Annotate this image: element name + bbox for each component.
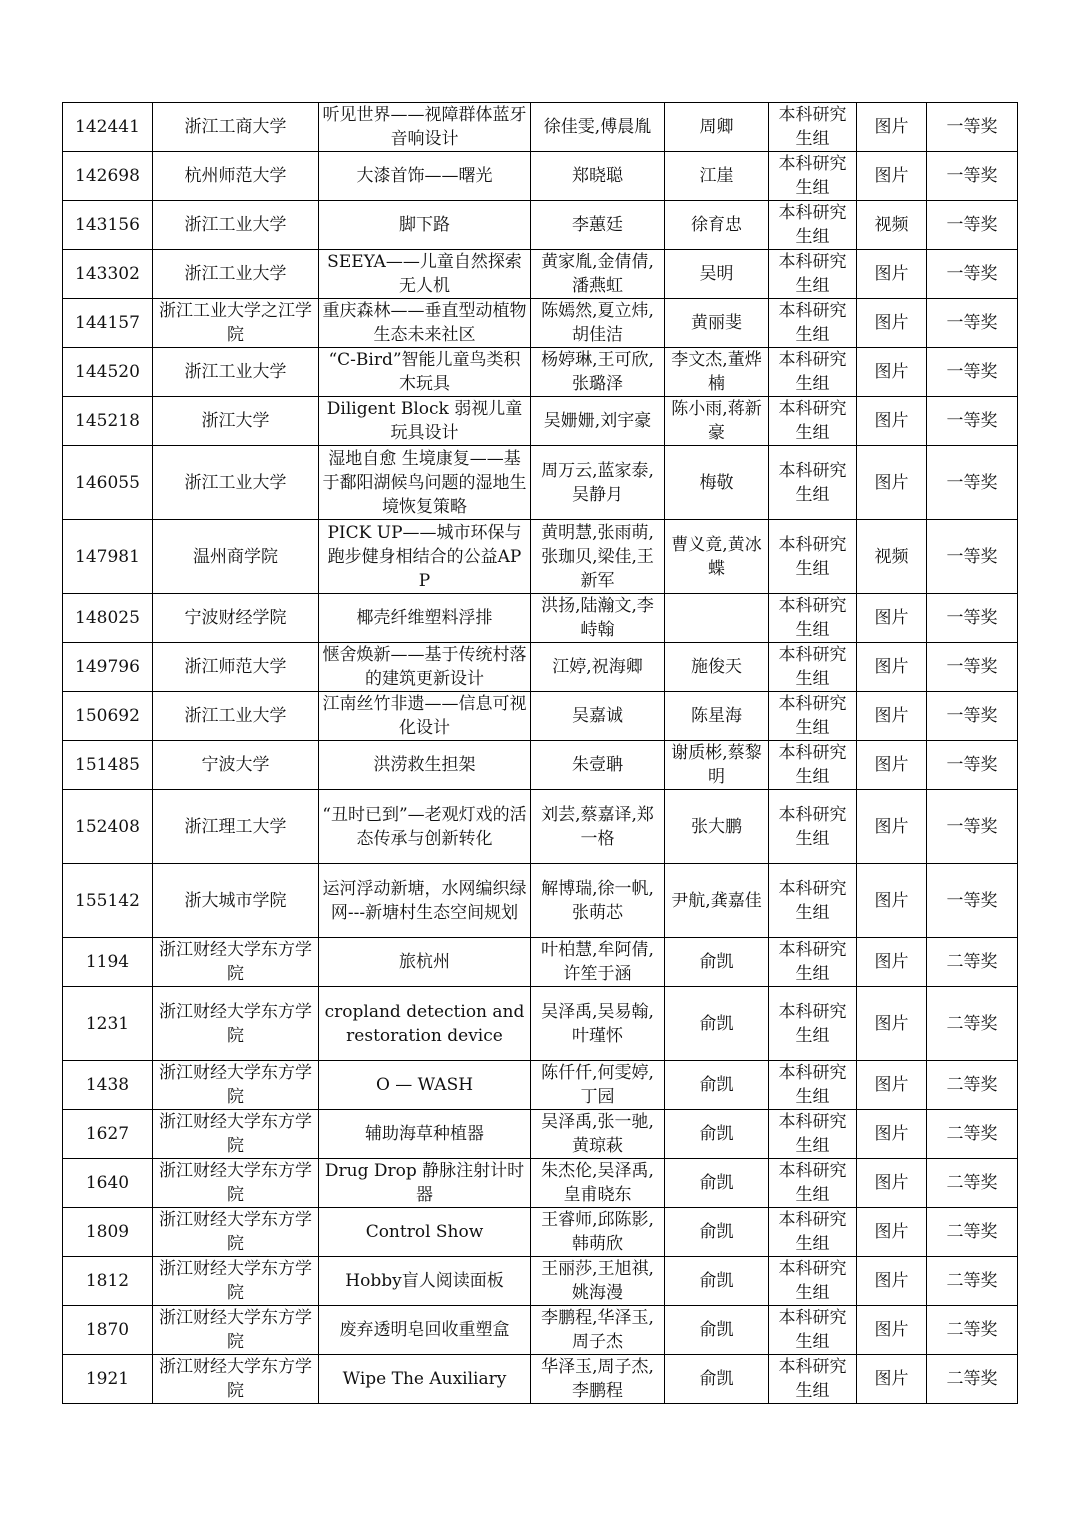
row-type: 图片 xyxy=(857,1159,927,1208)
row-school: 浙江工业大学 xyxy=(153,348,319,397)
table-row xyxy=(63,1257,1018,1306)
row-advisor: 黄丽斐 xyxy=(665,299,769,348)
row-title: 湿地自愈 生境康复——基于鄱阳湖候鸟问题的湿地生境恢复策略 xyxy=(319,446,531,520)
row-type: 图片 xyxy=(857,938,927,987)
row-authors: 黄明慧,张雨萌,张珈贝,梁佳,王新军 xyxy=(531,520,665,594)
row-id: 1921 xyxy=(63,1355,153,1404)
row-title: PICK UP——城市环保与跑步健身相结合的公益APP xyxy=(319,520,531,594)
row-authors: 吴姗姗,刘宇豪 xyxy=(531,397,665,446)
row-award: 一等奖 xyxy=(927,201,1018,250)
row-id: 1194 xyxy=(63,938,153,987)
row-advisor xyxy=(665,594,769,643)
row-advisor: 梅敬 xyxy=(665,446,769,520)
row-group: 本科研究生组 xyxy=(769,152,857,201)
row-title: SEEYA——儿童自然探索无人机 xyxy=(319,250,531,299)
row-award: 一等奖 xyxy=(927,446,1018,520)
row-title: 听见世界——视障群体蓝牙音响设计 xyxy=(319,103,531,152)
row-advisor: 俞凯 xyxy=(665,1257,769,1306)
table-row xyxy=(63,1110,1018,1159)
row-school: 浙江财经大学东方学院 xyxy=(153,938,319,987)
row-type: 图片 xyxy=(857,643,927,692)
row-advisor: 江崖 xyxy=(665,152,769,201)
row-type: 图片 xyxy=(857,397,927,446)
row-group: 本科研究生组 xyxy=(769,103,857,152)
table-row xyxy=(63,397,1018,446)
row-title: 洪涝救生担架 xyxy=(319,741,531,790)
row-group: 本科研究生组 xyxy=(769,790,857,864)
row-id: 150692 xyxy=(63,692,153,741)
row-authors: 吴泽禹,张一驰,黄琼萩 xyxy=(531,1110,665,1159)
row-type: 图片 xyxy=(857,741,927,790)
row-advisor: 尹航,龚嘉佳 xyxy=(665,864,769,938)
row-authors: 刘芸,蔡嘉译,郑一格 xyxy=(531,790,665,864)
row-authors: 华泽玉,周子杰,李鹏程 xyxy=(531,1355,665,1404)
table-body xyxy=(63,103,1018,1404)
row-id: 145218 xyxy=(63,397,153,446)
row-id: 1438 xyxy=(63,1061,153,1110)
row-title: 旅杭州 xyxy=(319,938,531,987)
row-award: 一等奖 xyxy=(927,250,1018,299)
row-type: 图片 xyxy=(857,1257,927,1306)
row-school: 浙江财经大学东方学院 xyxy=(153,1061,319,1110)
row-advisor: 俞凯 xyxy=(665,938,769,987)
row-advisor: 俞凯 xyxy=(665,1355,769,1404)
row-advisor: 俞凯 xyxy=(665,1159,769,1208)
table-row xyxy=(63,864,1018,938)
row-school: 浙江财经大学东方学院 xyxy=(153,1257,319,1306)
row-group: 本科研究生组 xyxy=(769,741,857,790)
row-type: 图片 xyxy=(857,864,927,938)
row-school: 浙江工业大学 xyxy=(153,250,319,299)
row-advisor: 李文杰,董烨楠 xyxy=(665,348,769,397)
row-award: 二等奖 xyxy=(927,1208,1018,1257)
row-type: 图片 xyxy=(857,1110,927,1159)
row-award: 二等奖 xyxy=(927,938,1018,987)
table-row xyxy=(63,348,1018,397)
row-title: 辅助海草种植器 xyxy=(319,1110,531,1159)
row-id: 1809 xyxy=(63,1208,153,1257)
row-authors: 郑晓聪 xyxy=(531,152,665,201)
row-type: 图片 xyxy=(857,299,927,348)
row-title: Control Show xyxy=(319,1208,531,1257)
row-title: 脚下路 xyxy=(319,201,531,250)
row-award: 一等奖 xyxy=(927,741,1018,790)
row-school: 浙江师范大学 xyxy=(153,643,319,692)
row-id: 147981 xyxy=(63,520,153,594)
row-id: 144157 xyxy=(63,299,153,348)
row-group: 本科研究生组 xyxy=(769,1110,857,1159)
row-advisor: 陈小雨,蒋新豪 xyxy=(665,397,769,446)
row-award: 一等奖 xyxy=(927,864,1018,938)
row-title: O — WASH xyxy=(319,1061,531,1110)
row-advisor: 俞凯 xyxy=(665,1306,769,1355)
row-authors: 杨婷琳,王可欣,张璐泽 xyxy=(531,348,665,397)
row-authors: 黄家胤,金倩倩,潘燕虹 xyxy=(531,250,665,299)
table-row xyxy=(63,692,1018,741)
row-id: 1231 xyxy=(63,987,153,1061)
row-type: 图片 xyxy=(857,446,927,520)
row-school: 浙江工业大学之江学院 xyxy=(153,299,319,348)
row-group: 本科研究生组 xyxy=(769,520,857,594)
row-group: 本科研究生组 xyxy=(769,938,857,987)
row-id: 143156 xyxy=(63,201,153,250)
row-id: 149796 xyxy=(63,643,153,692)
row-authors: 李鹏程,华泽玉,周子杰 xyxy=(531,1306,665,1355)
table-row xyxy=(63,520,1018,594)
row-id: 148025 xyxy=(63,594,153,643)
row-school: 浙江工业大学 xyxy=(153,446,319,520)
row-type: 图片 xyxy=(857,348,927,397)
table-row xyxy=(63,446,1018,520)
row-authors: 江婷,祝海卿 xyxy=(531,643,665,692)
table-row xyxy=(63,643,1018,692)
row-award: 一等奖 xyxy=(927,692,1018,741)
row-award: 一等奖 xyxy=(927,103,1018,152)
row-id: 151485 xyxy=(63,741,153,790)
row-advisor: 周卿 xyxy=(665,103,769,152)
row-title: 椰壳纤维塑料浮排 xyxy=(319,594,531,643)
row-award: 一等奖 xyxy=(927,594,1018,643)
table-row xyxy=(63,201,1018,250)
row-title: Drug Drop 静脉注射计时器 xyxy=(319,1159,531,1208)
row-group: 本科研究生组 xyxy=(769,1355,857,1404)
row-group: 本科研究生组 xyxy=(769,692,857,741)
row-advisor: 徐育忠 xyxy=(665,201,769,250)
table-row xyxy=(63,1061,1018,1110)
row-title: “C-Bird”智能儿童鸟类积木玩具 xyxy=(319,348,531,397)
row-group: 本科研究生组 xyxy=(769,348,857,397)
row-id: 146055 xyxy=(63,446,153,520)
row-award: 二等奖 xyxy=(927,987,1018,1061)
row-group: 本科研究生组 xyxy=(769,1159,857,1208)
row-school: 浙江财经大学东方学院 xyxy=(153,1355,319,1404)
row-type: 图片 xyxy=(857,987,927,1061)
row-id: 1870 xyxy=(63,1306,153,1355)
row-group: 本科研究生组 xyxy=(769,594,857,643)
row-id: 152408 xyxy=(63,790,153,864)
table-row xyxy=(63,987,1018,1061)
row-title: 江南丝竹非遗——信息可视化设计 xyxy=(319,692,531,741)
row-type: 视频 xyxy=(857,520,927,594)
row-award: 二等奖 xyxy=(927,1355,1018,1404)
row-award: 二等奖 xyxy=(927,1257,1018,1306)
row-group: 本科研究生组 xyxy=(769,1257,857,1306)
row-advisor: 陈星海 xyxy=(665,692,769,741)
row-title: “丑时已到”—老观灯戏的活态传承与创新转化 xyxy=(319,790,531,864)
row-award: 二等奖 xyxy=(927,1306,1018,1355)
table-row xyxy=(63,938,1018,987)
row-authors: 解博瑞,徐一帆,张萌芯 xyxy=(531,864,665,938)
table-row xyxy=(63,1159,1018,1208)
row-type: 图片 xyxy=(857,103,927,152)
row-award: 一等奖 xyxy=(927,520,1018,594)
row-id: 1627 xyxy=(63,1110,153,1159)
row-advisor: 施俊天 xyxy=(665,643,769,692)
row-id: 1640 xyxy=(63,1159,153,1208)
row-group: 本科研究生组 xyxy=(769,1306,857,1355)
row-id: 142698 xyxy=(63,152,153,201)
row-authors: 吴嘉诚 xyxy=(531,692,665,741)
row-advisor: 俞凯 xyxy=(665,987,769,1061)
row-advisor: 俞凯 xyxy=(665,1110,769,1159)
table-row xyxy=(63,1355,1018,1404)
table-row xyxy=(63,1208,1018,1257)
row-authors: 洪扬,陆瀚文,李峙翰 xyxy=(531,594,665,643)
row-authors: 朱壹聃 xyxy=(531,741,665,790)
row-school: 宁波财经学院 xyxy=(153,594,319,643)
row-group: 本科研究生组 xyxy=(769,299,857,348)
row-award: 二等奖 xyxy=(927,1110,1018,1159)
row-school: 浙大城市学院 xyxy=(153,864,319,938)
row-id: 1812 xyxy=(63,1257,153,1306)
row-type: 图片 xyxy=(857,1061,927,1110)
row-award: 一等奖 xyxy=(927,152,1018,201)
row-school: 浙江工业大学 xyxy=(153,201,319,250)
row-id: 143302 xyxy=(63,250,153,299)
row-award: 二等奖 xyxy=(927,1061,1018,1110)
row-group: 本科研究生组 xyxy=(769,643,857,692)
row-school: 浙江财经大学东方学院 xyxy=(153,1110,319,1159)
row-award: 一等奖 xyxy=(927,790,1018,864)
table-row xyxy=(63,250,1018,299)
row-authors: 徐佳雯,傅晨胤 xyxy=(531,103,665,152)
table-row xyxy=(63,103,1018,152)
row-type: 图片 xyxy=(857,250,927,299)
row-advisor: 曹义竟,黄冰蝶 xyxy=(665,520,769,594)
row-award: 二等奖 xyxy=(927,1159,1018,1208)
row-type: 图片 xyxy=(857,152,927,201)
row-group: 本科研究生组 xyxy=(769,446,857,520)
row-title: 废弃透明皂回收重塑盒 xyxy=(319,1306,531,1355)
row-school: 浙江财经大学东方学院 xyxy=(153,1159,319,1208)
row-type: 图片 xyxy=(857,1355,927,1404)
row-authors: 周万云,蓝家泰,吴静月 xyxy=(531,446,665,520)
row-award: 一等奖 xyxy=(927,397,1018,446)
row-advisor: 俞凯 xyxy=(665,1208,769,1257)
row-school: 浙江工业大学 xyxy=(153,692,319,741)
row-type: 图片 xyxy=(857,1208,927,1257)
row-authors: 朱杰伦,吴泽禹,皇甫晓东 xyxy=(531,1159,665,1208)
row-id: 144520 xyxy=(63,348,153,397)
row-id: 142441 xyxy=(63,103,153,152)
row-advisor: 吴明 xyxy=(665,250,769,299)
row-group: 本科研究生组 xyxy=(769,250,857,299)
row-title: 惬舍焕新——基于传统村落的建筑更新设计 xyxy=(319,643,531,692)
row-authors: 叶柏慧,牟阿倩,许笙于涵 xyxy=(531,938,665,987)
row-authors: 吴泽禹,吴易翰,叶瑾怀 xyxy=(531,987,665,1061)
row-authors: 陈嫣然,夏立炜,胡佳洁 xyxy=(531,299,665,348)
row-group: 本科研究生组 xyxy=(769,864,857,938)
row-group: 本科研究生组 xyxy=(769,1208,857,1257)
row-type: 图片 xyxy=(857,1306,927,1355)
table-row xyxy=(63,299,1018,348)
row-award: 一等奖 xyxy=(927,299,1018,348)
row-school: 温州商学院 xyxy=(153,520,319,594)
row-school: 浙江财经大学东方学院 xyxy=(153,1208,319,1257)
row-advisor: 谢质彬,蔡黎明 xyxy=(665,741,769,790)
row-title: 运河浮动新塘，水网编织绿网---新塘村生态空间规划 xyxy=(319,864,531,938)
row-school: 浙江理工大学 xyxy=(153,790,319,864)
row-title: Wipe The Auxiliary xyxy=(319,1355,531,1404)
row-title: 大漆首饰——曙光 xyxy=(319,152,531,201)
row-title: Hobby盲人阅读面板 xyxy=(319,1257,531,1306)
row-award: 一等奖 xyxy=(927,348,1018,397)
row-award: 一等奖 xyxy=(927,643,1018,692)
row-group: 本科研究生组 xyxy=(769,1061,857,1110)
row-advisor: 张大鹏 xyxy=(665,790,769,864)
row-school: 浙江财经大学东方学院 xyxy=(153,1306,319,1355)
row-type: 图片 xyxy=(857,594,927,643)
row-id: 155142 xyxy=(63,864,153,938)
awards-table xyxy=(62,102,1018,1404)
row-title: cropland detection and restoration device xyxy=(319,987,531,1061)
row-type: 视频 xyxy=(857,201,927,250)
row-school: 浙江大学 xyxy=(153,397,319,446)
row-authors: 王丽莎,王旭祺,姚海漫 xyxy=(531,1257,665,1306)
row-group: 本科研究生组 xyxy=(769,201,857,250)
row-group: 本科研究生组 xyxy=(769,987,857,1061)
row-authors: 陈仟仟,何雯婷, 丁园 xyxy=(531,1061,665,1110)
row-type: 图片 xyxy=(857,692,927,741)
row-title: 重庆森林——垂直型动植物生态未来社区 xyxy=(319,299,531,348)
row-authors: 李蕙廷 xyxy=(531,201,665,250)
table-row xyxy=(63,152,1018,201)
row-authors: 王睿师,邱陈影,韩萌欣 xyxy=(531,1208,665,1257)
row-school: 宁波大学 xyxy=(153,741,319,790)
row-school: 杭州师范大学 xyxy=(153,152,319,201)
row-group: 本科研究生组 xyxy=(769,397,857,446)
table-row xyxy=(63,594,1018,643)
row-title: Diligent Block 弱视儿童玩具设计 xyxy=(319,397,531,446)
table-row xyxy=(63,790,1018,864)
row-advisor: 俞凯 xyxy=(665,1061,769,1110)
row-type: 图片 xyxy=(857,790,927,864)
row-school: 浙江工商大学 xyxy=(153,103,319,152)
table-row xyxy=(63,741,1018,790)
row-school: 浙江财经大学东方学院 xyxy=(153,987,319,1061)
table-row xyxy=(63,1306,1018,1355)
